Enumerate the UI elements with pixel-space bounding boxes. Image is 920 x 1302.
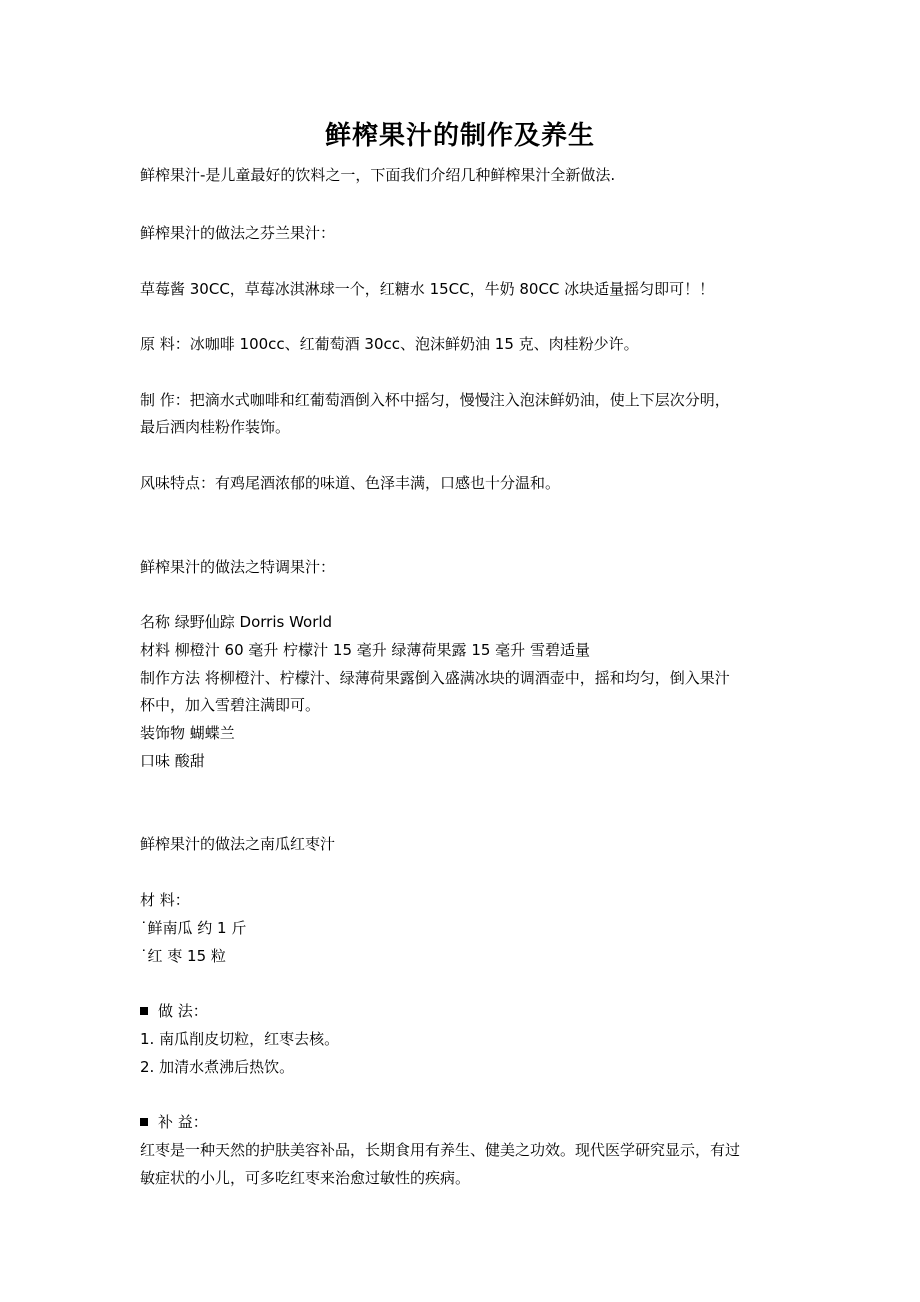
section2-method-line1: 制作方法 将柳橙汁、柠檬汁、绿薄荷果露倒入盛满冰块的调酒壶中，摇和均匀，倒入果汁 (140, 669, 730, 687)
section3-materials-label: 材 料： (140, 891, 190, 909)
square-bullet-icon (140, 1007, 148, 1015)
section3-step-2: 2. 加清水煮沸后热饮。 (140, 1058, 295, 1076)
section3-benefit-heading (140, 1112, 790, 1132)
section3-benefit-line1: 红枣是一种天然的护肤美容补品，长期食用有养生、健美之功效。现代医学研究显示，有过 (140, 1141, 741, 1159)
square-bullet-icon (140, 1118, 148, 1126)
intro-paragraph: 鲜榨果汁-是儿童最好的饮料之一，下面我们介绍几种鲜榨果汁全新做法. (140, 166, 616, 184)
section3-benefit-line2: 敏症状的小儿，可多吃红枣来治愈过敏性的疾病。 (140, 1169, 471, 1187)
section2-garnish: 装饰物 蝴蝶兰 (140, 724, 235, 742)
section3-material-1: ˙鲜南瓜 约 1 斤 (140, 919, 247, 937)
section3-method-label: 做 法： (158, 1002, 208, 1020)
section2-taste: 口味 酸甜 (140, 752, 205, 770)
section3-benefit-label: 补 益： (158, 1113, 208, 1131)
section1-heading: 鲜榨果汁的做法之芬兰果汁： (140, 224, 336, 242)
section1-flavor: 风味特点：有鸡尾酒浓郁的味道、色泽丰满，口感也十分温和。 (140, 474, 561, 492)
section2-method-line2: 杯中，加入雪碧注满即可。 (140, 696, 321, 714)
section2-heading: 鲜榨果汁的做法之特调果汁： (140, 558, 336, 576)
section3-heading: 鲜榨果汁的做法之南瓜红枣汁 (140, 835, 336, 853)
section1-method-line1: 制 作：把滴水式咖啡和红葡萄酒倒入杯中摇匀，慢慢注入泡沫鲜奶油，使上下层次分明， (140, 391, 730, 409)
section1-method-line2: 最后洒肉桂粉作装饰。 (140, 418, 291, 436)
page-title: 鲜榨果汁的制作及养生 (324, 121, 595, 151)
section3-material-2: ˙红 枣 15 粒 (140, 947, 226, 965)
section3-step-1: 1. 南瓜削皮切粒，红枣去核。 (140, 1030, 340, 1048)
section2-name: 名称 绿野仙踪 Dorris World (140, 613, 333, 631)
section1-recipe: 草莓酱 30CC，草莓冰淇淋球一个，红糖水 15CC，牛奶 80CC 冰块适量摇匀即可！！ (140, 280, 715, 298)
section2-materials: 材料 柳橙汁 60 毫升 柠檬汁 15 毫升 绿薄荷果露 15 毫升 雪碧适量 (140, 641, 590, 659)
section3-method-heading (140, 1001, 790, 1021)
section1-ingredients: 原 料：冰咖啡 100cc、红葡萄酒 30cc、泡沫鲜奶油 15 克、肉桂粉少许。 (140, 335, 639, 353)
